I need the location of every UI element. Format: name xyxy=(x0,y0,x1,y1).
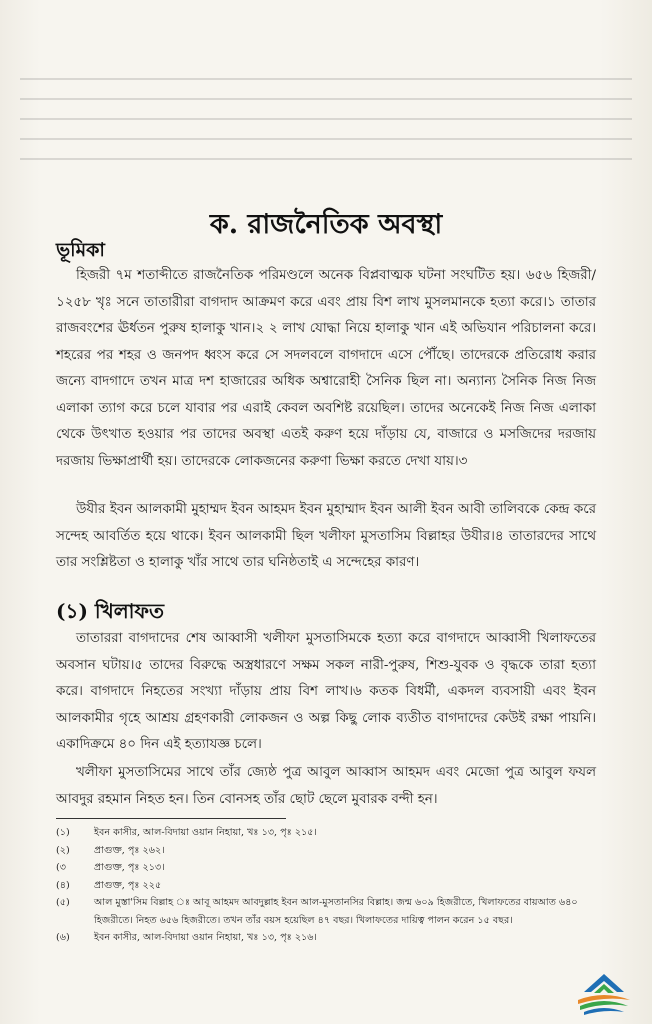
paragraph-4: খলীফা মুসতাসিমের সাথে তাঁর জ্যেষ্ঠ পুত্র আবুল আব্বাস আহমদ এবং মেজো পুত্র আবুল ফযল আবদুর রহমান নিহত হন। তিন বোনসহ তাঁর ছোট ছেলে মুবারক বন্দী হন। xyxy=(56,765,596,807)
footnote-divider xyxy=(56,818,286,819)
footnote-text: ইবন কাসীর, আল-বিদায়া ওয়ান নিহায়া, খঃ ১৩, পৃঃ ২১৫। xyxy=(94,827,317,838)
paragraph-1: হিজরী ৭ম শতাব্দীতে রাজনৈতিক পরিমণ্ডলে অনেক বিপ্লবাত্মক ঘটনা সংঘটিত হয়। ৬৫৬ হিজরী/১২৫৮ খৃঃ সনে তাতারীরা বাগদাদ আক্রমণ করে এবং প্রায় বিশ লাখ মুসলমানকে হত্যা করে।১ তাতার রাজবংশের ঊর্ধতন পুরুষ হালাকু খান।২ ২ লাখ যোদ্ধা নিয়ে হালাকু খান এই অভিযান পরিচালনা করে। শহরের পর শহর ও জনপদ ধ্বংস করে সে সদলবলে বাগদাদে এসে পৌঁছে। তাদেরকে প্রতিরোধ করার জন্যে বাদগাদে তখন মাত্র দশ হাজারের অধিক অশ্বারোহী সৈনিক ছিল না। অন্যান্য সৈনিক নিজ নিজ এলাকা ত্যাগ করে চলে যাবার পর এরাই কেবল অবশিষ্ট রয়েছিল। তাদের অনেকেই নিজ নিজ এলাকা থেকে উৎখাত হওয়ার পর তাদের অবস্থা এতই করুণ হয়ে দাঁড়ায় যে, বাজারে ও মসজিদের দরজায় দরজায় ভিক্ষাপ্রার্থী হয়। তাদেরকে লোকজনের করুণা ভিক্ষা করতে দেখা যায়।৩ xyxy=(56,268,596,469)
paragraph-3: তাতাররা বাগদাদের শেষ আব্বাসী খলীফা মুসতাসিমকে হত্যা করে বাগদাদে আব্বাসী খিলাফতের অবসান ঘটায়।৫ তাদের বিরুদ্ধে অস্ত্রধারণে সক্ষম সকল নারী-পুরুষ, শিশু-যুবক ও বৃদ্ধকে তারা হত্যা করে। বাগদাদে নিহতের সংখ্যা দাঁড়ায় প্রায় বিশ লাখ।৬ কতক বিধর্মী, একদল ব্যবসায়ী এবং ইবন আলকামীর গৃহে আশ্রয় গ্রহণকারী লোকজন ও অল্প কিছু লোক ব্যতীত বাগদাদের কেউই রক্ষা পায়নি। একাদিক্রমে ৪০ দিন এই হত্যাযজ্ঞ চলে। xyxy=(56,631,596,752)
chapter-title: ক. রাজনৈতিক অবস্থা xyxy=(209,209,443,240)
footnote-number: (৫) xyxy=(56,897,70,908)
footnote-number: (২) xyxy=(56,844,70,856)
footnote-item xyxy=(56,842,596,860)
footnotes xyxy=(56,824,596,947)
footnote-text: ইবন কাসীর, আল-বিদায়া ওয়ান নিহায়া, খঃ ১৩, পৃঃ ২১৬। xyxy=(94,932,317,943)
footnote-item xyxy=(56,929,596,947)
footnote-number: (৬) xyxy=(56,932,70,943)
footnote-item xyxy=(56,824,596,842)
footnote-text: প্রাগুক্ত, পৃঃ ২২৫ xyxy=(94,879,162,891)
footnote-text: প্রাগুক্ত, পৃঃ ২৬২। xyxy=(94,844,165,856)
footnote-number: (৩ xyxy=(56,862,66,873)
section-heading-khilafat: (১) খিলাফত xyxy=(56,599,165,623)
paragraph-2: উযীর ইবন আলকামী মুহাম্মদ ইবন আহমদ ইবন মুহাম্মাদ ইবন আলী ইবন আবী তালিবকে কেন্দ্র করে সন্দেহ আবর্তিত হয়ে থাকে। ইবন আলকামী ছিল খলীফা মুসতাসিম বিল্লাহর উযীর।৪ তাতারদের সাথে তার সংশ্লিষ্টতা ও হালাকু খাঁর সাথে তার ঘনিষ্ঠতাই এ সন্দেহের কারণ। xyxy=(56,502,596,570)
footnote-text: প্রাগুক্ত, পৃঃ ২১৩। xyxy=(94,862,165,873)
footnote-item xyxy=(56,877,596,895)
bleed-through-text xyxy=(20,60,632,190)
footnote-number: (৪) xyxy=(56,879,70,891)
section-heading-intro: ভূমিকা xyxy=(56,239,105,261)
footnote-item xyxy=(56,894,596,929)
publisher-logo-icon xyxy=(574,970,634,1016)
footnote-item xyxy=(56,859,596,877)
footnote-number: (১) xyxy=(56,827,70,838)
footnote-text: আল মুস্তা'সিম বিল্লাহ ঃ আবূ আহমদ আবদুল্লাহ ইবন আল-মুসতানসির বিল্লাহ। জন্ম ৬০৯ হিজরীতে, খিলাফতের বায়আত ৬৪০ হিজরীতে। নিহত ৬৫৬ হিজরীতে। তখন তাঁর বয়স হয়েছিল ৪৭ বছর। খিলাফতের দায়িত্ব পালন করেন ১৫ বছর। xyxy=(94,897,578,926)
